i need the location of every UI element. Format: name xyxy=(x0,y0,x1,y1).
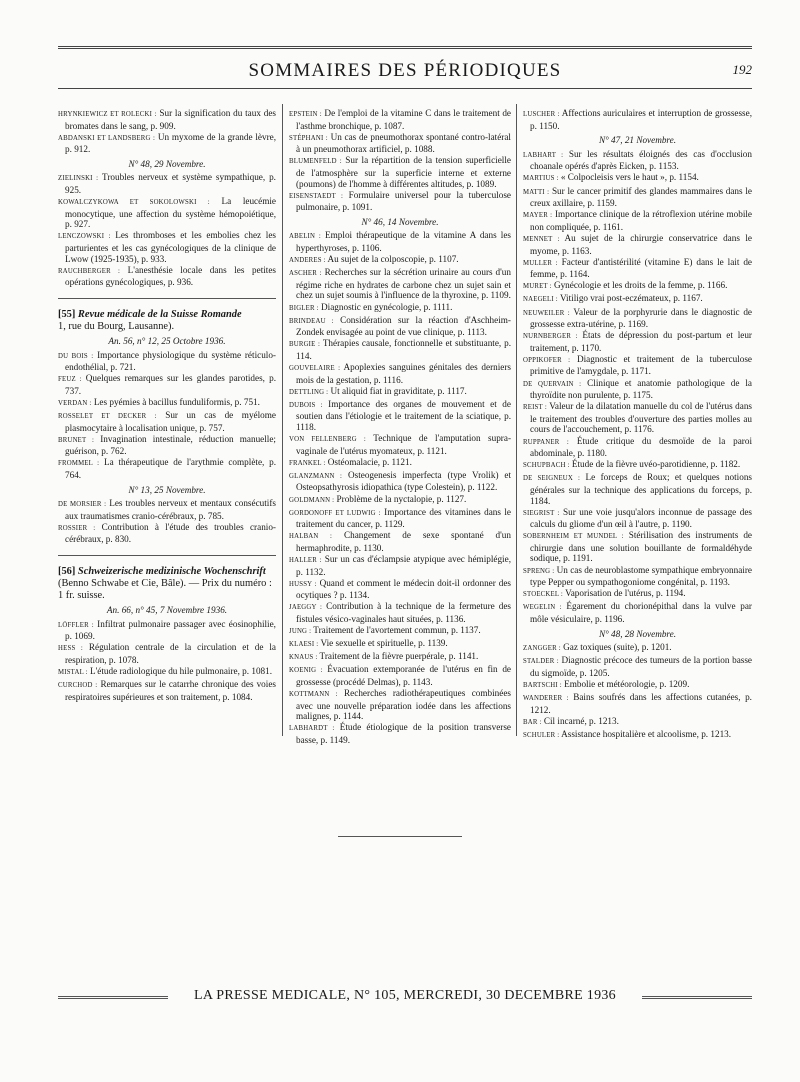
entry-author: KOTTMANN : xyxy=(289,691,338,698)
entry-title: Les troubles nerveux et mentaux consécutifs aux traumatismes cranio-cérébraux, p. 785. xyxy=(65,498,276,521)
index-entry xyxy=(289,554,511,577)
entry-title: Problème de la nyctalopie, p. 1127. xyxy=(334,493,467,504)
index-entry xyxy=(523,280,752,293)
entry-author: ROSSIER : xyxy=(58,524,96,532)
entry-title: Contribution à la technique de la fermeture des fistules vésico-vaginales haut situées, p. 1136. xyxy=(296,601,511,624)
index-entry xyxy=(523,378,752,401)
entry-title: Invagination intestinale, réduction manuelle; guérison, p. 762. xyxy=(65,433,276,457)
entry-author: JUNG : xyxy=(289,628,312,636)
entry-author: DE QUERVAIN : xyxy=(523,380,582,388)
entry-author: MATTI : xyxy=(523,188,550,196)
entry-title: Un cas de neuroblastome sympathique embryonnaire type Pepper ou sympathogoniome congénital, p. 1193. xyxy=(530,564,752,588)
index-entry xyxy=(58,230,276,264)
index-entry xyxy=(523,233,752,256)
index-entry xyxy=(523,642,752,655)
index-entry xyxy=(289,386,511,399)
issue-subheading: An. 56, n° 12, 25 Octobre 1936. xyxy=(108,335,226,346)
index-entry xyxy=(289,338,511,361)
journal-title: Revue médicale de la Suisse Romande xyxy=(77,308,242,320)
entry-title: Technique de l'amputation supra-vaginale de l'utérus myomateux, p. 1121. xyxy=(296,433,511,456)
index-entry xyxy=(523,436,752,459)
entry-author: RUPPANER : xyxy=(523,438,570,446)
section-separator xyxy=(58,555,276,556)
index-entry xyxy=(289,601,511,624)
index-entry xyxy=(523,507,752,530)
entry-author: LÖFFLER : xyxy=(58,621,94,629)
index-entry xyxy=(289,625,511,638)
entry-author: LUSCHER : xyxy=(523,111,560,118)
journal-address: (Benno Schwabe et Cie, Bâle). — Prix du numéro : 1 fr. suisse. xyxy=(58,578,272,601)
entry-title: Recherches sur la sécrétion urinaire au cours d'un régime riche en hydrates de carbone chez un sujet sain et chez un sujet soumis à l'influence de la thyroxine, p. 1109. xyxy=(296,267,511,301)
entry-title: « Colpocleisis vers le haut », p. 1154. xyxy=(558,172,699,183)
col1-entries-c xyxy=(58,350,276,481)
entry-title: Embolie et météorologie, p. 1209. xyxy=(561,678,690,689)
entry-author: DE MORSIER : xyxy=(58,501,107,509)
entry-title: Bains soufrés dans les affections cutanées, p. 1212. xyxy=(530,692,752,715)
index-entry xyxy=(289,190,511,213)
index-entry xyxy=(523,729,752,742)
index-entry xyxy=(289,132,511,155)
index-entry xyxy=(289,302,511,315)
entry-author: LABHART : xyxy=(523,151,564,159)
entry-title: Assistance hospitalière et alcoolisme, p. 1213. xyxy=(559,728,732,739)
entry-title: Traitement de l'avortement commun, p. 1137. xyxy=(311,625,481,636)
column-3 xyxy=(523,108,752,742)
entry-author: SIEGRIST : xyxy=(523,509,560,517)
index-entry xyxy=(523,209,752,232)
index-entry xyxy=(289,457,511,470)
index-entry xyxy=(289,688,511,722)
journal-heading-55 xyxy=(58,309,276,333)
entry-title: Au sujet de la chirurgie conservatrice dans le myome, p. 1163. xyxy=(530,232,752,256)
entry-title: L'étude radiologique du hile pulmonaire, p. 1081. xyxy=(87,665,273,676)
entry-title: Clinique et anatomie pathologique de la thyroïdite non purulente, p. 1175. xyxy=(530,377,752,401)
entry-author: HUSSY : xyxy=(289,580,317,588)
entry-author: ABDANSKI ET LANDSBERG : xyxy=(58,134,156,142)
entry-author: GOLDMANN : xyxy=(289,496,335,504)
journal-address: 1, rue du Bourg, Lausanne). xyxy=(58,320,175,332)
entry-title: Vaporisation de l'utérus, p. 1194. xyxy=(562,588,686,599)
index-entry xyxy=(523,354,752,377)
footer-text: LA PRESSE MEDICALE, N° 105, MERCREDI, 30 DECEMBRE 1936 xyxy=(194,988,616,1003)
entry-author: LENCZOWSKI : xyxy=(58,233,111,241)
index-entry xyxy=(289,230,511,253)
index-entry xyxy=(58,397,276,410)
index-entry xyxy=(523,172,752,185)
index-entry xyxy=(58,196,276,230)
entry-author: STOECKEL : xyxy=(523,591,563,599)
index-entry xyxy=(289,155,511,189)
entry-author: EPSTEIN : xyxy=(289,111,322,118)
entry-title: Sur un cas d'éclampsie atypique avec hémiplégie, p. 1132. xyxy=(296,553,511,577)
index-entry xyxy=(523,307,752,330)
issue-subheading: N° 47, 21 Novembre. xyxy=(598,135,677,146)
entry-author: DETTLING : xyxy=(289,388,329,396)
entry-author: JAEGGY : xyxy=(289,604,323,612)
entry-author: KOENIG : xyxy=(289,667,323,675)
entry-title: Les thromboses et les embolies chez les parturientes et les cas gynécologiques de la clinique de Lwow (1925-1935), p. 933. xyxy=(65,230,276,264)
index-entry xyxy=(289,578,511,601)
index-entry xyxy=(58,679,276,702)
entry-title: Sur le cancer primitif des glandes mammaires dans le creux axillaire, p. 1159. xyxy=(530,185,752,209)
index-entry xyxy=(523,472,752,506)
index-entry xyxy=(523,655,752,678)
entry-title: La leucémie monocytique, une affection du système hémopoiétique, p. 927. xyxy=(65,196,276,230)
entry-author: MURET : xyxy=(523,283,552,291)
entry-author: MULLER : xyxy=(523,259,558,267)
index-entry xyxy=(523,459,752,472)
entry-author: SCHULER : xyxy=(523,731,560,739)
entry-title: Diagnostic précoce des tumeurs de la portion basse du sigmoïde, p. 1205. xyxy=(530,655,752,678)
entry-title: Thérapies causale, fonctionnelle et substituante, p. 114. xyxy=(296,338,511,361)
entry-title: Affections auriculaires et interruption de grossesse, p. 1150. xyxy=(530,108,753,131)
index-entry xyxy=(289,722,511,745)
entry-author: VON FELLENBERG : xyxy=(289,436,366,444)
index-entry xyxy=(289,638,511,651)
column-1 xyxy=(58,108,276,703)
issue-subheading: N° 13, 25 Novembre. xyxy=(128,484,206,495)
index-entry xyxy=(58,132,276,155)
entry-author: WANDERER : xyxy=(523,695,569,702)
entry-title: Considération sur la réaction d'Aschheim-Zondek envisagée au point de vue clinique, p. 1113. xyxy=(296,314,511,338)
col1-entries-a xyxy=(58,108,276,155)
index-entry xyxy=(58,642,276,665)
entry-title: Étude critique du desmoïde de la paroi abdominale, p. 1180. xyxy=(530,435,752,459)
entry-title: Ostéomalacie, p. 1121. xyxy=(325,456,412,467)
entry-author: BURGIE : xyxy=(289,341,321,349)
entry-author: KNAUS : xyxy=(289,654,318,662)
index-entry xyxy=(289,507,511,530)
entry-title: Sur les résultats éloignés des cas d'occlusion choanale opérés d'après Eicken, p. 1153. xyxy=(530,148,752,172)
entry-author: WEGELIN : xyxy=(523,604,562,612)
entry-author: REIST : xyxy=(523,404,547,412)
entry-author: SOBERNHEIM ET MUNDEL : xyxy=(523,533,624,541)
index-entry xyxy=(289,664,511,687)
entry-author: GLANZMANN : xyxy=(289,472,343,480)
index-entry xyxy=(523,588,752,601)
entry-title: Facteur d'antistérilité (vitamine E) dans le lait de femme, p. 1164. xyxy=(530,256,752,280)
entry-author: NAEGELI : xyxy=(523,296,558,304)
index-entry xyxy=(289,433,511,456)
entry-author: HESS : xyxy=(58,645,83,653)
entry-author: VERDAN : xyxy=(58,399,92,407)
index-entry xyxy=(58,457,276,480)
index-entry xyxy=(523,601,752,624)
index-entry xyxy=(289,254,511,267)
entry-author: SCHUPBACH : xyxy=(523,462,570,470)
entry-title: Gaz toxiques (suite), p. 1201. xyxy=(560,642,672,653)
entry-title: Importance physiologique du système réticulo-endothélial, p. 721. xyxy=(65,349,276,373)
entry-author: BRINDEAU : xyxy=(289,317,334,325)
footer-ornament-right xyxy=(642,996,752,999)
entry-title: Quelques remarques sur les glandes parotides, p. 737. xyxy=(65,373,277,396)
index-entry xyxy=(58,172,276,195)
index-entry xyxy=(289,108,511,131)
entry-author: ROSSELET ET DECKER : xyxy=(58,412,157,420)
entry-author: CURCHOD : xyxy=(58,682,98,690)
entry-author: ABELIN : xyxy=(289,233,321,241)
journal-title: Schweizerische medizinische Wochenschrift xyxy=(77,566,266,577)
entry-title: Ut aliquid fiat in graviditate, p. 1117. xyxy=(328,385,467,396)
entry-author: NEUWEILER : xyxy=(523,309,570,317)
index-entry xyxy=(523,530,752,564)
entry-author: HALLER : xyxy=(289,556,322,564)
entry-author: FRANKEL : xyxy=(289,459,326,467)
index-entry xyxy=(58,265,276,288)
entry-author: BRUNET : xyxy=(58,436,95,444)
index-entry xyxy=(58,410,276,433)
entry-title: Apoplexies sanguines génitales des derniers mois de la gestation, p. 1116. xyxy=(296,361,511,385)
index-entry xyxy=(58,434,276,457)
index-entry xyxy=(523,257,752,280)
entry-title: Sur une voie jusqu'alors inconnue de passage des calculs du gliome d'un œil à l'autre, p. 1190. xyxy=(530,506,752,530)
entry-author: KLAESI : xyxy=(289,641,319,649)
index-entry xyxy=(289,494,511,507)
index-entry xyxy=(58,666,276,679)
column-2 xyxy=(289,108,511,746)
page-number: 192 xyxy=(732,62,752,77)
index-entry xyxy=(523,692,752,715)
index-entry xyxy=(289,399,511,433)
entry-title: Stérilisation des instruments de chirurgie dans une solution bouillante de formaldéhyde sodique, p. 1191. xyxy=(530,530,752,564)
entry-author: BIGLER : xyxy=(289,304,319,312)
entry-title: Remarques sur le catarrhe chronique des voies respiratoires supérieures et son traitement, p. 1084. xyxy=(65,679,276,702)
entry-author: DU BOIS : xyxy=(58,352,94,360)
index-entry xyxy=(289,267,511,301)
entry-author: NURNBERGER : xyxy=(523,333,578,341)
entry-title: Diagnostic en gynécologie, p. 1111. xyxy=(318,301,453,312)
col1-entries-e xyxy=(58,619,276,703)
top-double-rule xyxy=(58,46,752,49)
entry-author: BARTSCHI : xyxy=(523,681,562,689)
entry-author: DUBOIS : xyxy=(289,401,323,409)
entry-title: Emploi thérapeutique de la vitamine A dans les hyperthyroses, p. 1106. xyxy=(296,230,511,254)
index-entry xyxy=(289,651,511,664)
entry-author: BLUMENFELD : xyxy=(289,158,342,166)
entry-title: Étude étiologique de la position transverse basse, p. 1149. xyxy=(296,722,511,745)
index-entry xyxy=(58,522,276,545)
page-title: SOMMAIRES DES PÉRIODIQUES xyxy=(248,60,562,81)
entry-title: Formulaire universel pour la tuberculose pulmonaire, p. 1091. xyxy=(296,189,511,213)
entry-author: ZIELINSKI : xyxy=(58,175,99,183)
page-footer xyxy=(58,988,752,1008)
entry-title: La thérapeutique de l'arythmie complète, p. 764. xyxy=(65,457,276,480)
entry-title: Cil incarné, p. 1213. xyxy=(541,715,619,726)
col1-entries-d xyxy=(58,498,276,545)
entry-author: MARTIUS : xyxy=(523,175,559,183)
journal-heading-56 xyxy=(58,566,276,602)
entry-author: HRYNKIEWICZ ET ROLECKI : xyxy=(58,111,157,118)
entry-author: BAR : xyxy=(523,718,542,726)
index-entry xyxy=(523,293,752,306)
index-entry xyxy=(523,186,752,209)
entry-title: Vie sexuelle et spirituelle, p. 1139. xyxy=(318,638,448,649)
entry-title: Vitiligo vrai post-eczémateux, p. 1167. xyxy=(557,293,703,304)
entry-title: Troubles nerveux et système sympathique, p. 925. xyxy=(65,172,276,196)
col3-entries-a xyxy=(523,108,752,131)
entry-author: MENNET : xyxy=(523,235,560,243)
index-entry xyxy=(523,716,752,729)
index-entry xyxy=(523,401,752,435)
entry-title: Égarement du chorionépithal dans la vulve par môle vésiculaire, p. 1196. xyxy=(530,601,752,624)
entry-author: SPRENG : xyxy=(523,567,555,575)
entry-title: Sur la répartition de la tension superficielle de l'atmosphère sur la superficie interne et externe (poumons) de l'homme à différentes altitudes, p. 1089. xyxy=(296,155,511,189)
entry-title: Les pyémies à bacillus funduliformis, p. 751. xyxy=(91,396,260,407)
entry-title: Quand et comment le médecin doit-il ordonner des ocytiques ? p. 1134. xyxy=(296,577,511,601)
entry-title: Étude de la fièvre uvéo-parotidienne, p. 1182. xyxy=(569,459,741,470)
page-header xyxy=(58,60,752,82)
entry-author: ASCHER : xyxy=(289,270,322,278)
index-entry xyxy=(58,498,276,521)
entry-title: Diagnostic et traitement de la tuberculose primitive de l'amygdale, p. 1171. xyxy=(530,353,752,377)
entry-title: Un myxome de la grande lèvre, p. 912. xyxy=(65,131,276,155)
entry-title: Importance clinique de la rétroflexion utérine mobile non compliquée, p. 1161. xyxy=(530,209,752,232)
entry-title: Valeur de la porphyrurie dans le diagnostic de grossesse extra-utérine, p. 1169. xyxy=(530,306,752,330)
entry-author: GOUVELAIRE : xyxy=(289,364,341,372)
entry-title: Osteogenesis imperfecta (type Vrolik) et Osteopsathyrosis idiopathica (type Colestein), p. 1122. xyxy=(296,469,511,493)
entry-title: Recherches radiothérapeutiques combinées avec une nouvelle préparation iodée dans les affections malignes, p. 1144. xyxy=(296,688,511,722)
entry-title: Valeur de la dilatation manuelle du col de l'utérus dans le traitement des troubles d'ouverture des parties molles au cours de l'accouchement, p. 1176. xyxy=(530,401,752,435)
index-entry xyxy=(289,315,511,338)
entry-title: De l'emploi de la vitamine C dans le traitement de l'asthme bronchique, p. 1087. xyxy=(296,108,511,131)
entry-title: États de dépression du post-partum et leur traitement, p. 1170. xyxy=(530,330,752,353)
section-separator xyxy=(58,298,276,299)
col3-entries-c xyxy=(523,642,752,741)
entry-title: Gynécologie et les droits de la femme, p. 1166. xyxy=(551,280,728,291)
col2-entries-b xyxy=(289,230,511,745)
index-entry xyxy=(523,330,752,353)
entry-title: Régulation centrale de la circulation et de la respiration, p. 1078. xyxy=(65,642,276,665)
entry-title: Au sujet de la colposcopie, p. 1107. xyxy=(325,254,459,265)
issue-subheading: N° 48, 29 Novembre. xyxy=(128,158,206,169)
entry-title: Infiltrat pulmonaire passager avec éosinophilie, p. 1069. xyxy=(65,618,276,642)
entry-title: Évacuation extemporanée de l'utérus en fin de grossesse (procédé Delmas), p. 1143. xyxy=(296,664,511,687)
column-divider-2 xyxy=(516,104,517,736)
entry-author: STALDER : xyxy=(523,658,559,666)
entry-author: MAYER : xyxy=(523,212,553,220)
entry-author: FROMMEL : xyxy=(58,460,100,468)
col1-entries-b xyxy=(58,172,276,287)
entry-author: STÉPHANI : xyxy=(289,134,328,142)
index-entry xyxy=(523,679,752,692)
bottom-separator xyxy=(338,836,462,837)
entry-title: Sur un cas de myélome plasmocytaire à localisation unique, p. 757. xyxy=(65,409,276,433)
col2-entries-a xyxy=(289,108,511,213)
header-rule xyxy=(58,88,752,89)
entry-author: MISTAL : xyxy=(58,668,88,676)
entry-title: Importance des organes de mouvement et de soutien dans l'étiologie et le traitement de la sciatique, p. 1118. xyxy=(296,398,511,432)
entry-author: KOWALCZYKOWA ET SOKOLOWSKI : xyxy=(58,199,210,207)
entry-title: Importance des vitamines dans le traitement du cancer, p. 1129. xyxy=(296,506,512,530)
entry-author: FEUZ : xyxy=(58,376,82,384)
entry-author: ZANGGER : xyxy=(523,645,561,653)
index-entry xyxy=(58,619,276,642)
issue-subheading: N° 48, 28 Novembre. xyxy=(598,628,677,639)
index-entry xyxy=(289,530,511,553)
entry-title: Changement de sexe spontané d'un hermaphrodite, p. 1130. xyxy=(296,530,511,553)
col3-entries-b xyxy=(523,149,752,625)
index-entry xyxy=(58,373,276,396)
index-entry xyxy=(289,470,511,493)
index-entry xyxy=(58,350,276,373)
entry-author: OPPIKOFER : xyxy=(523,356,571,364)
entry-author: EISENSTAEDT : xyxy=(289,192,344,200)
index-entry xyxy=(58,108,276,131)
entry-author: HALBAN : xyxy=(289,533,333,541)
entry-author: LABHARDT : xyxy=(289,725,335,733)
entry-author: DE SEIGNEUX : xyxy=(523,475,581,483)
entry-author: ANDERES : xyxy=(289,257,326,265)
journal-number: [55] xyxy=(58,308,76,320)
issue-subheading: N° 46, 14 Novembre. xyxy=(361,216,439,227)
entry-title: Le forceps de Roux; et quelques notions générales sur la technique des applications du forceps, p. 1184. xyxy=(530,472,752,506)
issue-subheading: An. 66, n° 45, 7 Novembre 1936. xyxy=(106,605,228,615)
entry-title: Sur la signification du taux des bromates dans le sang, p. 909. xyxy=(65,108,276,131)
index-entry xyxy=(523,108,752,131)
column-divider-1 xyxy=(282,104,283,736)
entry-title: Contribution à l'étude des troubles cranio-cérébraux, p. 830. xyxy=(65,521,276,545)
index-entry xyxy=(523,565,752,588)
entry-title: L'anesthésie locale dans les petites opérations gynécologiques, p. 936. xyxy=(65,264,277,288)
entry-title: Traitement de la fièvre puerpérale, p. 1141. xyxy=(317,651,479,662)
index-entry xyxy=(289,362,511,385)
index-entry xyxy=(523,149,752,172)
entry-title: Un cas de pneumothorax spontané contro-latéral à un pneumothorax artificiel, p. 1088. xyxy=(296,131,511,155)
journal-number: [56] xyxy=(58,566,76,577)
entry-author: RAUCHBERGER : xyxy=(58,267,121,275)
entry-author: GORDONOFF ET LUDWIG : xyxy=(289,509,381,517)
